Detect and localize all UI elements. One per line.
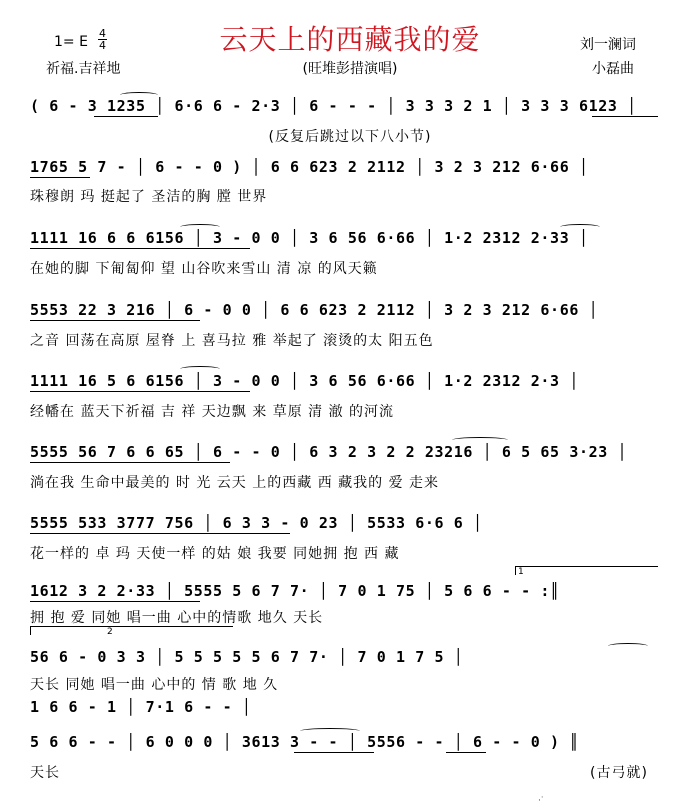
notation-line-6: 5555 56 7 6 6 65 │ 6 - - 0 │ 6 3 2 3 2 2 23216 │ 6 5 65 3·23 │	[30, 443, 628, 461]
slur	[452, 437, 508, 443]
first-ending-number: 1	[518, 567, 524, 577]
beam-line	[94, 116, 158, 117]
singer-credit: (旺堆彭措演唱)	[302, 61, 398, 77]
slur	[180, 224, 220, 230]
notation-line-9: 56 6 - 0 3 3 │ 5 5 5 5 5 6 7 7· │ 7 0 1 7 5 │	[30, 648, 464, 666]
notation-line-8: 1612 3 2 2·33 │ 5555 5 6 7 7· │ 7 0 1 75 │ 5 6 6 - - :║	[30, 582, 560, 600]
composer-credit: 小磊曲	[592, 61, 634, 77]
first-ending-bracket	[515, 566, 658, 575]
beam-line	[446, 752, 486, 753]
lyrics-line-11: 天长	[30, 765, 60, 781]
beam-line	[592, 116, 658, 117]
key-signature: 1= E	[54, 34, 88, 50]
song-title: 云天上的西藏我的爱	[219, 23, 481, 56]
lyrics-line-6: 淌在我 生命中最美的 时 光 云天 上的西藏 西 藏我的 爱 走来	[30, 475, 440, 491]
stray-mark: ·ᐝ	[538, 796, 544, 806]
notation-line-3: 1111 16 6 6 6156 │ 3 - 0 0 │ 3 6 56 6·66 │ 1·2 2312 2·33 │	[30, 229, 589, 247]
beam-line	[30, 391, 250, 392]
notation-line-10: 1 6 6 - 1 │ 7·1 6 - - │	[30, 698, 252, 716]
slur	[608, 643, 648, 649]
repeat-instruction: (反复后跳过以下八小节)	[268, 129, 432, 145]
beam-line	[30, 320, 200, 321]
slur	[180, 366, 220, 372]
beam-line	[30, 462, 230, 463]
lyrics-line-5: 经幡在 蓝天下祈福 吉 祥 天边飘 来 草原 清 澈 的河流	[30, 404, 395, 420]
second-ending-bracket	[30, 626, 233, 635]
lyrics-line-4: 之音 回荡在高原 屋脊 上 喜马拉 雅 举起了 滚烫的太 阳五色	[30, 333, 434, 349]
beam-line	[30, 533, 290, 534]
beam-line	[30, 601, 200, 602]
ending-note: (古弓就)	[590, 765, 648, 781]
notation-line-7: 5555 533 3777 756 │ 6 3 3 - 0 23 │ 5533 6·6 6 │	[30, 514, 483, 532]
notation-line-5: 1111 16 5 6 6156 │ 3 - 0 0 │ 3 6 56 6·66 │ 1·2 2312 2·3 │	[30, 372, 579, 390]
beam-line	[30, 177, 90, 178]
lyrics-line-8: 拥 抱 爱 同她 唱一曲 心中的情歌 地久 天长	[30, 610, 324, 626]
slur	[560, 224, 600, 230]
slur	[300, 728, 360, 734]
lyrics-line-9: 天长 同她 唱一曲 心中的 情 歌 地 久	[30, 677, 279, 693]
notation-line-2: 1765 5 7 - │ 6 - - 0 ) │ 6 6 623 2 2112 │ 3 2 3 212 6·66 │	[30, 158, 589, 176]
second-ending-number: 2	[107, 627, 113, 637]
producer-credit: 祈福.吉祥地	[46, 61, 121, 77]
lyrics-line-7: 花一样的 卓 玛 天使一样 的姑 娘 我要 同她拥 抱 西 藏	[30, 546, 400, 562]
lyricist-credit: 刘一澜词	[580, 37, 636, 53]
time-sig-bottom: 4	[99, 39, 106, 52]
beam-line	[30, 248, 250, 249]
notation-line-4: 5553 22 3 216 │ 6 - 0 0 │ 6 6 623 2 2112 │ 3 2 3 212 6·66 │	[30, 301, 599, 319]
notation-line-1: ( 6 - 3 1235 │ 6·6 6 - 2·3 │ 6 - - - │ 3 3 3 2 1 │ 3 3 3 6123 │	[30, 97, 637, 115]
slur	[120, 92, 158, 98]
lyrics-line-2: 珠穆朗 玛 挺起了 圣洁的胸 膛 世界	[30, 189, 268, 205]
time-sig-top: 4	[99, 27, 106, 40]
time-signature	[98, 28, 107, 51]
notation-line-11: 5 6 6 - - │ 6 0 0 0 │ 3613 3 - - │ 5556 - - │ 6 - - 0 ) ║	[30, 733, 579, 751]
lyrics-line-3: 在她的脚 下匍匐仰 望 山谷吹来雪山 清 凉 的风天籁	[30, 261, 378, 277]
beam-line	[294, 752, 374, 753]
